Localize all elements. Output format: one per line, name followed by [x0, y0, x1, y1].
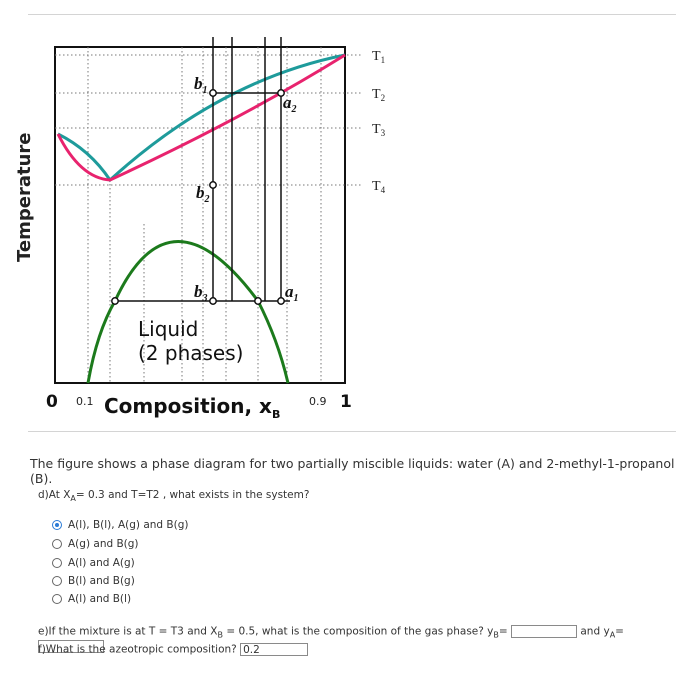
- option-1-label: A(l), B(l), A(g) and B(g): [68, 519, 189, 531]
- yb-answer-input[interactable]: [511, 625, 577, 638]
- tick-label-0: 0: [46, 392, 58, 412]
- region-label-line2: (2 phases): [138, 341, 244, 365]
- middle-divider: [28, 431, 676, 432]
- region-label-line1: Liquid: [138, 317, 199, 341]
- azeotrope-answer-input[interactable]: 0.2: [240, 643, 308, 656]
- y-axis-label: Temperature: [14, 132, 35, 262]
- option-5[interactable]: [52, 593, 131, 605]
- label-t1: $T_1$: [372, 49, 386, 65]
- radio-option-5[interactable]: [52, 594, 62, 604]
- label-b2: $b_2$: [196, 183, 210, 205]
- point-b1: [210, 90, 216, 96]
- question-e: e)If the mixture is at T = T3 and $X_B = 0.5$, what is the composition of the gas phase? $y_B=$ and $y_A=$: [38, 625, 692, 653]
- option-5-label: A(l) and B(l): [68, 593, 132, 605]
- radio-option-3[interactable]: [52, 558, 62, 568]
- phase-diagram: [0, 14, 692, 434]
- point-lle-left: [112, 298, 118, 304]
- tick-label-0-9: 0.9: [309, 395, 327, 408]
- label-t4: $T_4$: [372, 179, 386, 195]
- radio-option-1[interactable]: [52, 520, 62, 530]
- label-b1: $b_1$: [194, 74, 208, 96]
- option-4-label: B(l) and B(g): [68, 575, 135, 587]
- point-b2: [210, 182, 216, 188]
- tick-label-1: 1: [340, 392, 352, 412]
- tick-label-0-1: 0.1: [76, 395, 94, 408]
- label-t2: $T_2$: [372, 87, 386, 103]
- label-a1: $a_1$: [285, 282, 299, 304]
- option-1[interactable]: [52, 519, 189, 531]
- option-2[interactable]: [52, 538, 139, 550]
- option-3[interactable]: [52, 557, 135, 569]
- point-b3: [210, 298, 216, 304]
- diagram-frame: [55, 47, 345, 383]
- option-3-label: A(l) and A(g): [68, 557, 135, 569]
- label-t3: $T_3$: [372, 122, 386, 138]
- x-axis-label: Composition, $x_B$: [104, 394, 281, 421]
- point-lle-right: [255, 298, 261, 304]
- radio-option-2[interactable]: [52, 539, 62, 549]
- question-d-prompt: d)At $X_A= 0.3$ and T=T2 , what exists in the system?: [38, 489, 310, 504]
- option-2-label: A(g) and B(g): [68, 538, 139, 550]
- label-b3: $b_3$: [194, 282, 208, 304]
- label-a2: $a_2$: [283, 93, 297, 115]
- question-f: f)What is the azeotropic composition? 0.2: [38, 643, 308, 656]
- point-a1: [278, 298, 284, 304]
- radio-option-4[interactable]: [52, 576, 62, 586]
- option-4[interactable]: [52, 575, 135, 587]
- problem-description: The figure shows a phase diagram for two partially miscible liquids: water (A) and 2-methyl-1-propanol (B).: [30, 456, 675, 486]
